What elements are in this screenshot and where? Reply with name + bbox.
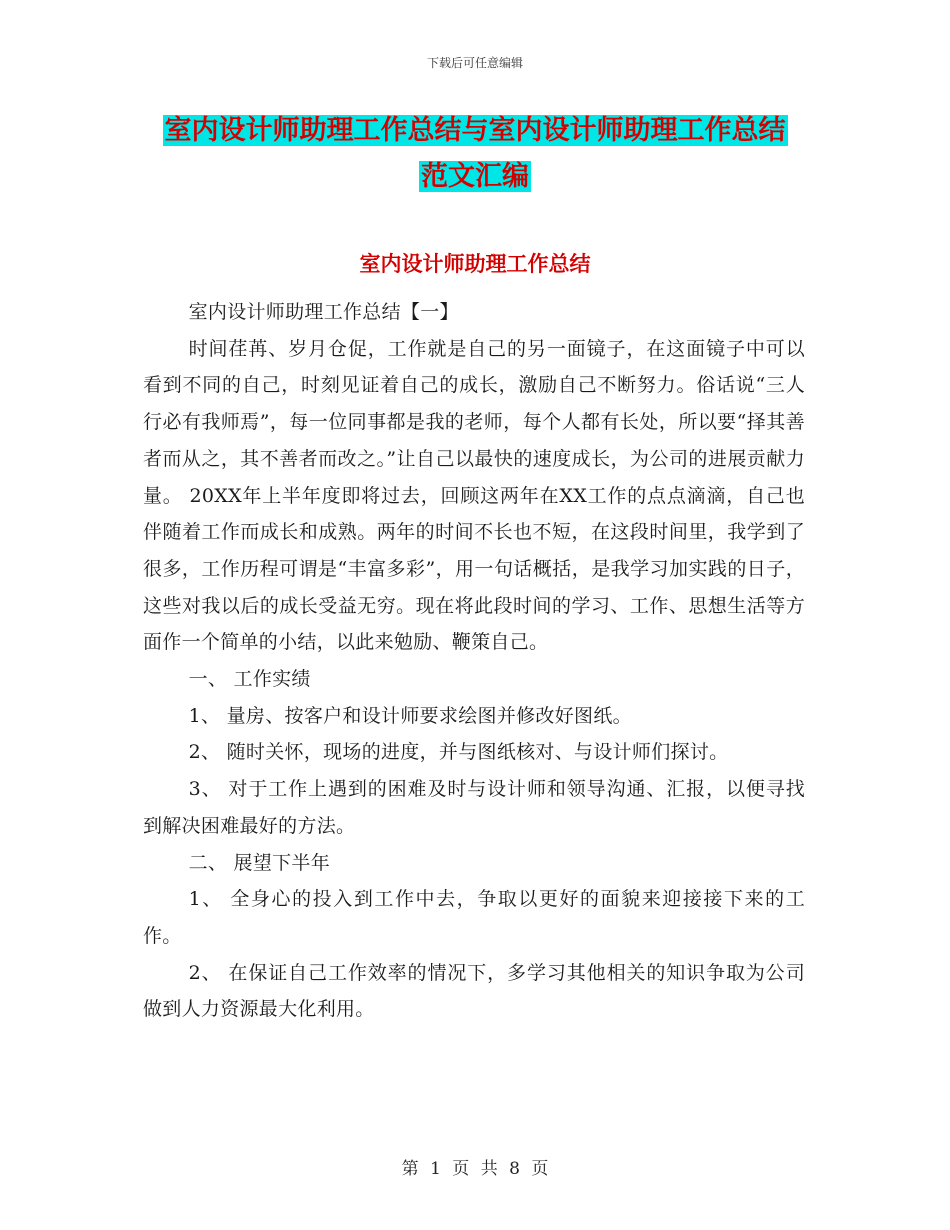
list-item: 2、 随时关怀，现场的进度，并与图纸核对、与设计师们探讨。: [188, 741, 729, 764]
subsection-heading: 室内设计师助理工作总结【一】: [188, 301, 459, 323]
section-title: 室内设计师助理工作总结: [359, 252, 591, 276]
page-header: 下载后可任意编辑: [426, 56, 523, 70]
document-title-line-2: 范文汇编: [421, 161, 529, 192]
list-heading-outlook: 二、 展望下半年: [188, 851, 331, 874]
document-title: [0, 108, 950, 200]
page-number: 第 1 页 共 8 页: [401, 1159, 549, 1179]
list-item: 1、 全身心的投入到工作中去，争取以更好的面貌来迎接接下来的工作。: [143, 888, 805, 947]
list-item: 1、 量房、按客户和设计师要求绘图并修改好图纸。: [188, 704, 632, 727]
list-item: 3、 对于工作上遇到的困难及时与设计师和领导沟通、汇报，以便寻找到解决困难最好的方法。: [143, 778, 805, 837]
list-item: 2、 在保证自己工作效率的情况下，多学习其他相关的知识争取为公司做到人力资源最大化利用。: [143, 961, 805, 1021]
body-paragraph: 时间荏苒、岁月仓促，工作就是自己的另一面镜子，在这面镜子中可以看到不同的自己，时刻见证着自己的成长，激励自己不断努力。俗话说“三人行必有我师焉”，每一位同事都是我的老师，每个人都有长处，所以要“择其善者而从之，其不善者而改之。”让自己以最快的速度成长，为公司的进展贡献力量。 20XX年上半年度即将过去，回顾这两年在XX工作的点点滴滴，自己也伴随着工作而成长和成熟。两年的时间不长也不短，在这段时间里，我学到了很多，工作历程可谓是“丰富多彩”，用一句话概括，是我学习加实践的日子，这些对我以后的成长受益无穷。现在将此段时间的学习、工作、思想生活等方面作一个简单的小结，以此来勉励、鞭策自己。: [143, 337, 805, 654]
document-body: [143, 294, 805, 1028]
document-title-line-1: 室内设计师助理工作总结与室内设计师助理工作总结: [164, 115, 786, 146]
list-heading-work-results: 一、 工作实绩: [188, 668, 311, 691]
